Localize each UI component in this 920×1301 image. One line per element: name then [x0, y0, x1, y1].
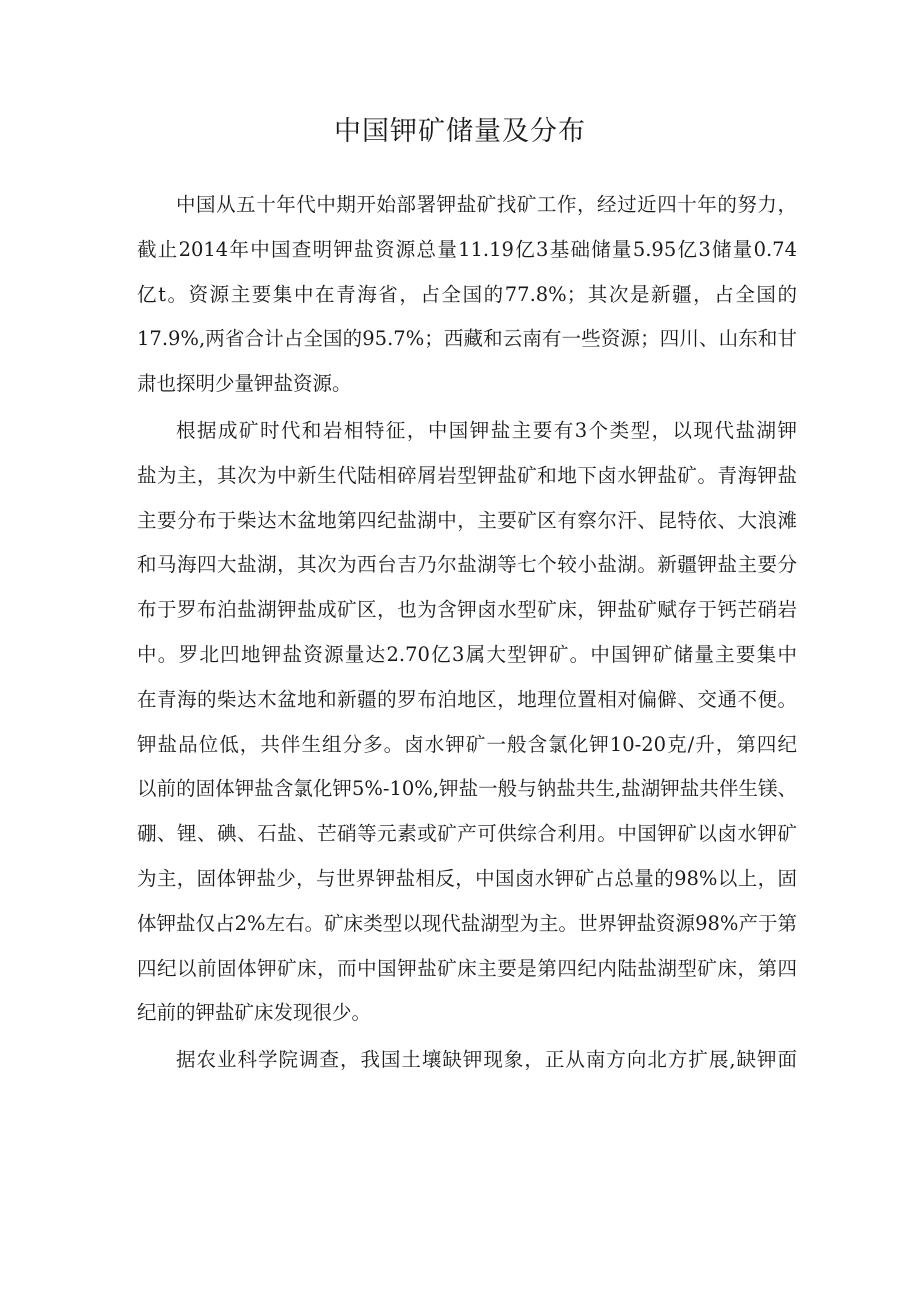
- text-line: 和马海四大盐湖，其次为西台吉乃尔盐湖等七个较小盐湖。新疆钾盐主要分: [137, 553, 797, 577]
- text-line: 硼、锂、碘、石盐、芒硝等元素或矿产可供综合利用。中国钾矿以卤水钾矿: [137, 822, 797, 846]
- text-line: 主要分布于柴达木盆地第四纪盐湖中，主要矿区有察尔汗、昆特依、大浪滩: [137, 508, 797, 532]
- text-line: 纪前的钾盐矿床发现很少。: [137, 1001, 372, 1025]
- text-line: 布于罗布泊盐湖钾盐成矿区，也为含钾卤水型矿床，钾盐矿赋存于钙芒硝岩: [137, 598, 797, 622]
- text-line: 截止2014年中国查明钾盐资源总量11.19亿3基础储量5.95亿3储量0.74: [137, 237, 797, 261]
- document-body: [137, 183, 797, 1083]
- page-title: 中国钾矿储量及分布: [334, 116, 586, 147]
- text-line: 肃也探明少量钾盐资源。: [137, 372, 352, 396]
- text-line: 中。罗北凹地钾盐资源量达2.70亿3属大型钾矿。中国钾矿储量主要集中: [137, 642, 797, 666]
- text-line: 盐为主，其次为中新生代陆相碎屑岩型钾盐矿和地下卤水钾盐矿。青海钾盐: [137, 463, 797, 487]
- text-line: 以前的固体钾盐含氯化钾5%-10%,钾盐一般与钠盐共生,盐湖钾盐共伴生镁、: [137, 777, 797, 801]
- text-line: 亿t。资源主要集中在青海省，占全国的77.8%；其次是新疆，占全国的: [137, 282, 797, 306]
- text-line: 根据成矿时代和岩相特征，中国钾盐主要有3个类型，以现代盐湖钾: [176, 418, 797, 442]
- paragraph-types: [137, 409, 797, 1036]
- text-line: 为主，固体钾盐少，与世界钾盐相反，中国卤水钾矿占总量的98%以上，固: [137, 866, 797, 890]
- paragraph-reserves: [137, 183, 797, 407]
- paragraph-soil: [137, 1038, 797, 1083]
- text-line: 钾盐品位低，共伴生组分多。卤水钾矿一般含氯化钾10-20克/升，第四纪: [137, 732, 797, 756]
- text-line: 据农业科学院调查，我国土壤缺钾现象，正从南方向北方扩展,缺钾面: [176, 1048, 797, 1072]
- text-line: 中国从五十年代中期开始部署钾盐矿找矿工作，经过近四十年的努力，: [176, 193, 797, 216]
- text-line: 四纪以前固体钾矿床，而中国钾盐矿床主要是第四纪内陆盐湖型矿床，第四: [137, 956, 797, 980]
- text-line: 17.9%,两省合计占全国的95.7%；西藏和云南有一些资源；四川、山东和甘: [137, 327, 797, 351]
- text-line: 在青海的柴达木盆地和新疆的罗布泊地区，地理位置相对偏僻、交通不便。: [137, 687, 797, 711]
- text-line: 体钾盐仅占2%左右。矿床类型以现代盐湖型为主。世界钾盐资源98%产于第: [137, 911, 797, 935]
